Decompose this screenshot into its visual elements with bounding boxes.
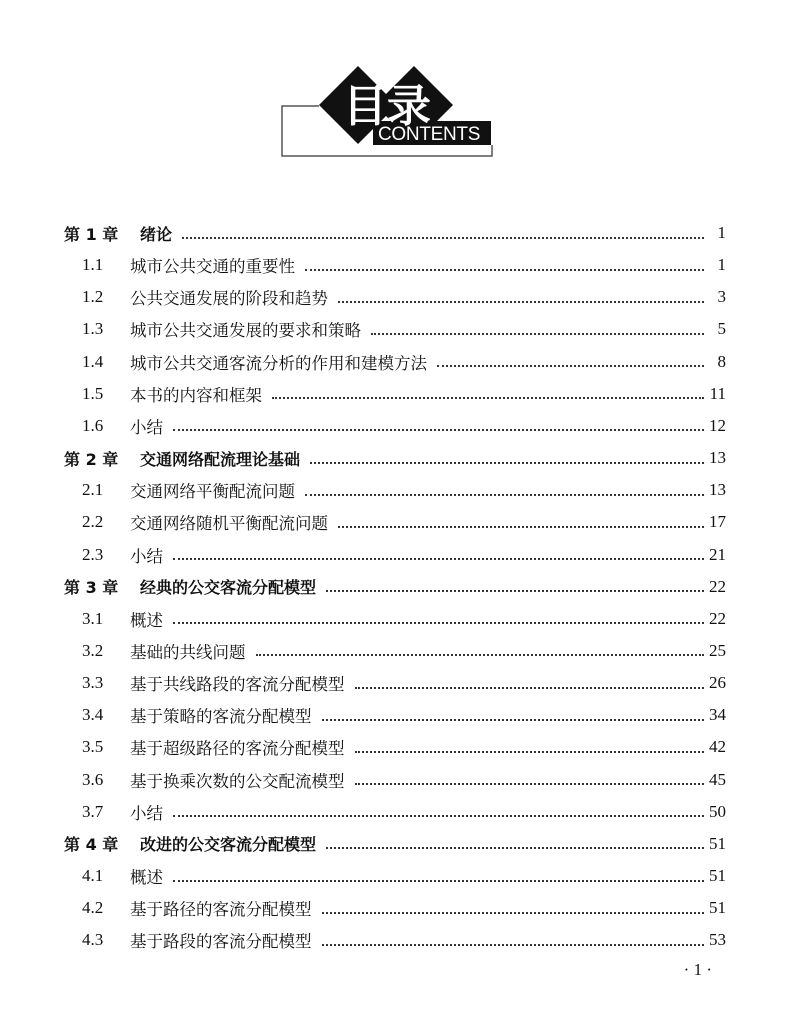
toc-section-row[interactable] — [0, 893, 790, 923]
toc-entry-title: 小结 — [130, 417, 163, 437]
toc-dot-leader — [310, 461, 704, 464]
toc-entry-page: 22 — [709, 576, 726, 596]
contents-header-logo — [0, 0, 790, 170]
toc-entry-page: 22 — [709, 608, 726, 628]
toc-dot-leader — [437, 364, 704, 367]
toc-section-row[interactable] — [0, 282, 790, 312]
toc-entry-number: 1.4 — [82, 351, 104, 371]
toc-dot-leader — [182, 236, 704, 239]
toc-entry-title: 城市公共交通客流分析的作用和建模方法 — [130, 353, 427, 373]
toc-section-row[interactable] — [0, 250, 790, 280]
toc-dot-leader — [305, 493, 704, 496]
toc-entry-title: 交通网络配流理论基础 — [140, 449, 301, 469]
toc-entry-number: 2.1 — [82, 480, 104, 500]
toc-section-row[interactable] — [0, 475, 790, 505]
toc-section-row[interactable] — [0, 540, 790, 570]
toc-dot-leader — [338, 300, 704, 303]
toc-section-row[interactable] — [0, 636, 790, 666]
toc-entry-page: 12 — [709, 415, 726, 435]
toc-entry-page: 1 — [717, 255, 726, 275]
toc-entry-page: 50 — [709, 801, 726, 821]
toc-entry-title: 概述 — [130, 868, 163, 887]
page-number: · 1 · — [683, 960, 712, 979]
toc-entry-number: 3.3 — [82, 673, 104, 693]
toc-entry-number: 4.1 — [82, 866, 104, 885]
toc-entry-page: 5 — [717, 319, 726, 339]
toc-entry-title: 交通网络平衡配流问题 — [130, 482, 295, 502]
toc-entry-number: 第 3 章 — [64, 578, 119, 598]
toc-entry-page: 8 — [717, 351, 726, 371]
toc-entry-number: 4.3 — [82, 930, 104, 950]
toc-section-row[interactable] — [0, 411, 790, 441]
toc-entry-page: 26 — [709, 673, 726, 693]
toc-entry-page: 51 — [709, 898, 726, 918]
toc-entry-page: 17 — [709, 512, 726, 532]
toc-entry-number: 第 2 章 — [64, 449, 119, 469]
toc-entry-number: 4.2 — [82, 898, 104, 918]
toc-entry-number: 第 1 章 — [64, 224, 119, 244]
toc-section-row[interactable] — [0, 700, 790, 730]
toc-entry-title: 基于路段的客流分配模型 — [130, 932, 312, 952]
toc-entry-title: 城市公共交通发展的要求和策略 — [130, 321, 361, 341]
toc-entry-title: 基于路径的客流分配模型 — [130, 900, 312, 920]
toc-section-row[interactable] — [0, 604, 790, 634]
toc-dot-leader — [355, 750, 705, 753]
toc-dot-leader — [322, 943, 705, 946]
toc-entry-title: 基于策略的客流分配模型 — [130, 707, 312, 727]
toc-entry-number: 1.5 — [82, 383, 104, 403]
toc-section-row[interactable] — [0, 925, 790, 955]
toc-entry-title: 基于换乘次数的公交配流模型 — [130, 771, 345, 791]
toc-dot-leader — [173, 814, 704, 817]
toc-entry-page: 3 — [717, 287, 726, 307]
toc-section-row[interactable] — [0, 861, 790, 891]
toc-entry-page: 21 — [709, 544, 726, 564]
toc-dot-leader — [338, 525, 704, 528]
toc-entry-title: 公共交通发展的阶段和趋势 — [130, 289, 328, 309]
toc-entry-page: 25 — [709, 640, 726, 660]
toc-entry-title: 小结 — [130, 803, 163, 823]
toc-entry-page: 51 — [709, 866, 726, 885]
toc-entry-title: 经典的公交客流分配模型 — [140, 578, 317, 598]
toc-entry-title: 交通网络随机平衡配流问题 — [130, 514, 328, 534]
toc-entry-page: 13 — [709, 480, 726, 500]
toc-section-row[interactable] — [0, 379, 790, 409]
toc-entry-page: 11 — [709, 383, 726, 403]
toc-dot-leader — [322, 718, 705, 721]
toc-entry-page: 13 — [709, 448, 726, 468]
toc-dot-leader — [173, 428, 704, 431]
toc-entry-number: 2.2 — [82, 512, 104, 532]
toc-entry-number: 1.3 — [82, 319, 104, 339]
toc-entry-number: 1.2 — [82, 287, 104, 307]
toc-entry-number: 3.5 — [82, 737, 104, 757]
toc-dot-leader — [322, 911, 705, 914]
toc-entry-title: 基于共线路段的客流分配模型 — [130, 675, 345, 695]
toc-chapter-row[interactable] — [0, 218, 790, 248]
toc-entry-page: 53 — [709, 930, 726, 950]
toc-dot-leader — [326, 846, 704, 849]
toc-dot-leader — [326, 589, 704, 592]
toc-entry-number: 3.1 — [82, 608, 104, 628]
toc-entry-page: 42 — [709, 737, 726, 757]
toc-dot-leader — [355, 686, 705, 689]
toc-chapter-row[interactable] — [0, 572, 790, 602]
toc-entry-page: 51 — [709, 833, 726, 853]
toc-dot-leader — [305, 268, 704, 271]
toc-chapter-row[interactable] — [0, 829, 790, 859]
toc-section-row[interactable] — [0, 797, 790, 827]
toc-entry-number: 第 4 章 — [64, 835, 119, 855]
toc-dot-leader — [272, 396, 704, 399]
toc-entry-title: 绪论 — [140, 224, 173, 244]
toc-entry-number: 1.6 — [82, 415, 104, 435]
toc-entry-title: 改进的公交客流分配模型 — [140, 835, 317, 855]
toc-section-row[interactable] — [0, 668, 790, 698]
toc-entry-title: 城市公共交通的重要性 — [130, 257, 295, 277]
toc-dot-leader — [173, 879, 704, 882]
toc-entry-title: 小结 — [130, 546, 163, 566]
toc-entry-number: 3.4 — [82, 705, 104, 725]
toc-dot-leader — [173, 621, 704, 624]
toc-section-row[interactable] — [0, 765, 790, 795]
toc-section-row[interactable] — [0, 732, 790, 762]
toc-dot-leader — [173, 557, 704, 560]
toc-entry-number: 3.7 — [82, 801, 104, 821]
toc-chapter-row[interactable] — [0, 443, 790, 473]
toc-entry-page: 1 — [717, 223, 726, 242]
toc-dot-leader — [256, 653, 705, 656]
toc-dot-leader — [371, 332, 704, 335]
toc-entry-number: 2.3 — [82, 544, 104, 564]
toc-dot-leader — [355, 782, 705, 785]
toc-entry-number: 3.6 — [82, 769, 104, 789]
toc-entry-title: 本书的内容和框架 — [130, 385, 262, 405]
toc-entry-title: 基础的共线问题 — [130, 642, 246, 662]
toc-entry-page: 34 — [709, 705, 726, 725]
toc-section-row[interactable] — [0, 347, 790, 377]
header-subtitle: CONTENTS — [378, 124, 481, 145]
toc-entry-number: 1.1 — [82, 255, 104, 275]
toc-entry-number: 3.2 — [82, 640, 104, 660]
toc-entry-title: 基于超级路径的客流分配模型 — [130, 739, 345, 759]
header-title: 目录 — [343, 81, 431, 132]
toc-entry-title: 概述 — [130, 610, 163, 630]
toc-entry-page: 45 — [709, 769, 726, 789]
toc-section-row[interactable] — [0, 507, 790, 537]
toc-section-row[interactable] — [0, 314, 790, 344]
